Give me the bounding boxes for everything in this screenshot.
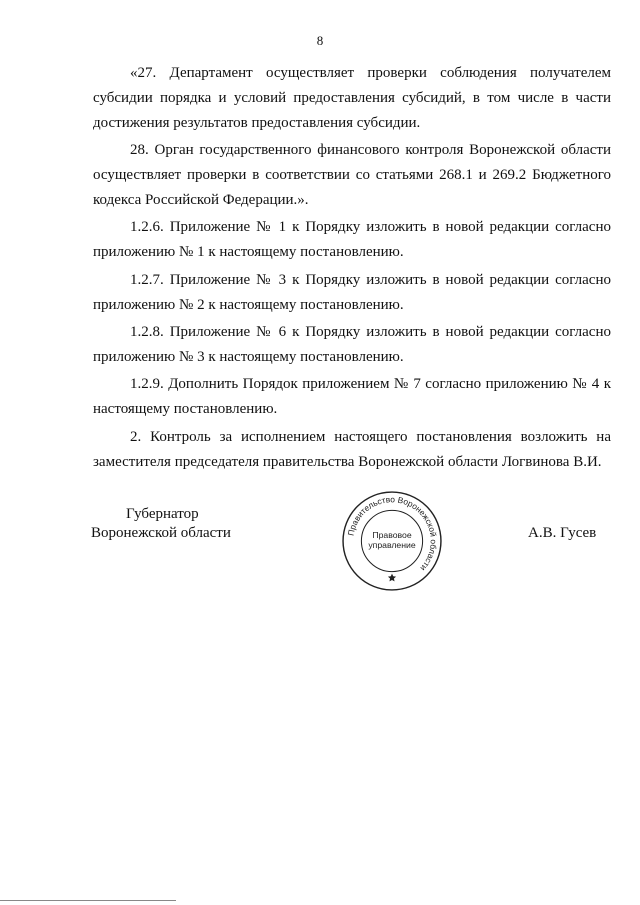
paragraph-1-2-6: 1.2.6. Приложение № 1 к Порядку изложить в новой редакции согласно приложению № 1 к настоящему постановлению. xyxy=(93,219,611,260)
paragraph-28: 28. Орган государственного финансового контроля Воронежской области осуществляет проверки в соответствии со статьями 268.1 и 269.2 Бюджетного кодекса Российской Федерации.». xyxy=(93,142,611,208)
paragraph-1-2-7: 1.2.7. Приложение № 3 к Порядку изложить в новой редакции согласно приложению № 2 к настоящему постановлению. xyxy=(93,272,611,313)
signature-name: А.В. Гусев xyxy=(528,525,597,541)
stamp-center-line2: управление xyxy=(368,540,416,551)
stamp-center-line1: Правовое xyxy=(372,529,412,540)
official-stamp xyxy=(341,490,443,592)
paragraph-2-control: 2. Контроль за исполнением настоящего постановления возложить на заместителя председателя правительства Воронежской области Логвинова В.И. xyxy=(93,429,611,470)
paragraph-27: «27. Департамент осуществляет проверки соблюдения получателем субсидии порядка и условий предоставления субсидий, в том числе в части достижения результатов предоставления субсидии. xyxy=(93,65,611,131)
signature-title-line2: Воронежской области xyxy=(91,525,231,541)
paragraph-1-2-8: 1.2.8. Приложение № 6 к Порядку изложить в новой редакции согласно приложению № 3 к настоящему постановлению. xyxy=(93,324,611,365)
stamp-ring-text: Правительство Воронежской области xyxy=(345,494,439,574)
page-number: 8 xyxy=(316,33,324,48)
bottom-rule xyxy=(0,900,176,901)
signature-title-line1: Губернатор xyxy=(126,506,199,522)
paragraph-1-2-9: 1.2.9. Дополнить Порядок приложением № 7 согласно приложению № 4 к настоящему постановлению. xyxy=(93,376,611,417)
stamp-star-icon xyxy=(388,574,396,582)
